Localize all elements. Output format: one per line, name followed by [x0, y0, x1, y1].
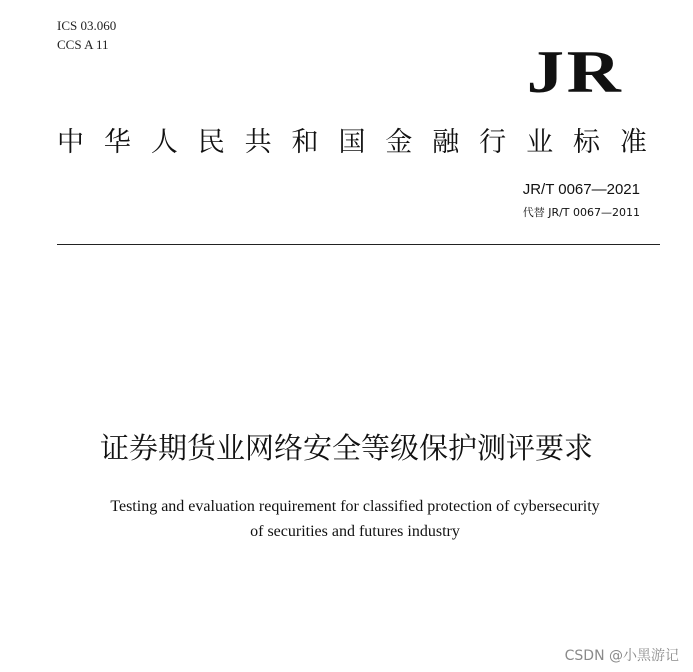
- category-char: 民: [197, 127, 225, 158]
- source-watermark: CSDN @小黑游记: [564, 648, 679, 664]
- classification-codes: [57, 16, 116, 54]
- title-en-line-2: of securities and futures industry: [250, 523, 460, 540]
- replaces-standard: 代替 JR/T 0067—2011: [522, 206, 640, 219]
- ics-code: ICS 03.060: [57, 18, 117, 33]
- category-char: 业: [526, 127, 554, 158]
- category-char: 华: [103, 127, 131, 158]
- category-char: 国: [338, 127, 366, 158]
- standard-number: JR/T 0067—2021: [522, 181, 640, 198]
- jr-logo: JR: [526, 39, 623, 105]
- standard-category-title: [57, 124, 647, 162]
- category-char: 中: [57, 127, 84, 158]
- category-char: 标: [572, 127, 600, 158]
- header-divider: [57, 244, 660, 245]
- category-char: 共: [244, 127, 272, 158]
- category-char: 和: [291, 127, 319, 158]
- title-en-line-1: Testing and evaluation requirement for classified protection of cybersecurity: [110, 498, 600, 515]
- category-char: 金: [385, 127, 413, 158]
- category-char: 人: [150, 127, 178, 158]
- document-title-en: [0, 494, 693, 544]
- document-title-cn: 证券期货业网络安全等级保护测评要求: [99, 431, 593, 465]
- category-char: 融: [432, 127, 460, 158]
- category-char: 行: [479, 127, 507, 158]
- category-char: 准: [619, 127, 647, 158]
- ccs-code: CCS A 11: [57, 37, 109, 52]
